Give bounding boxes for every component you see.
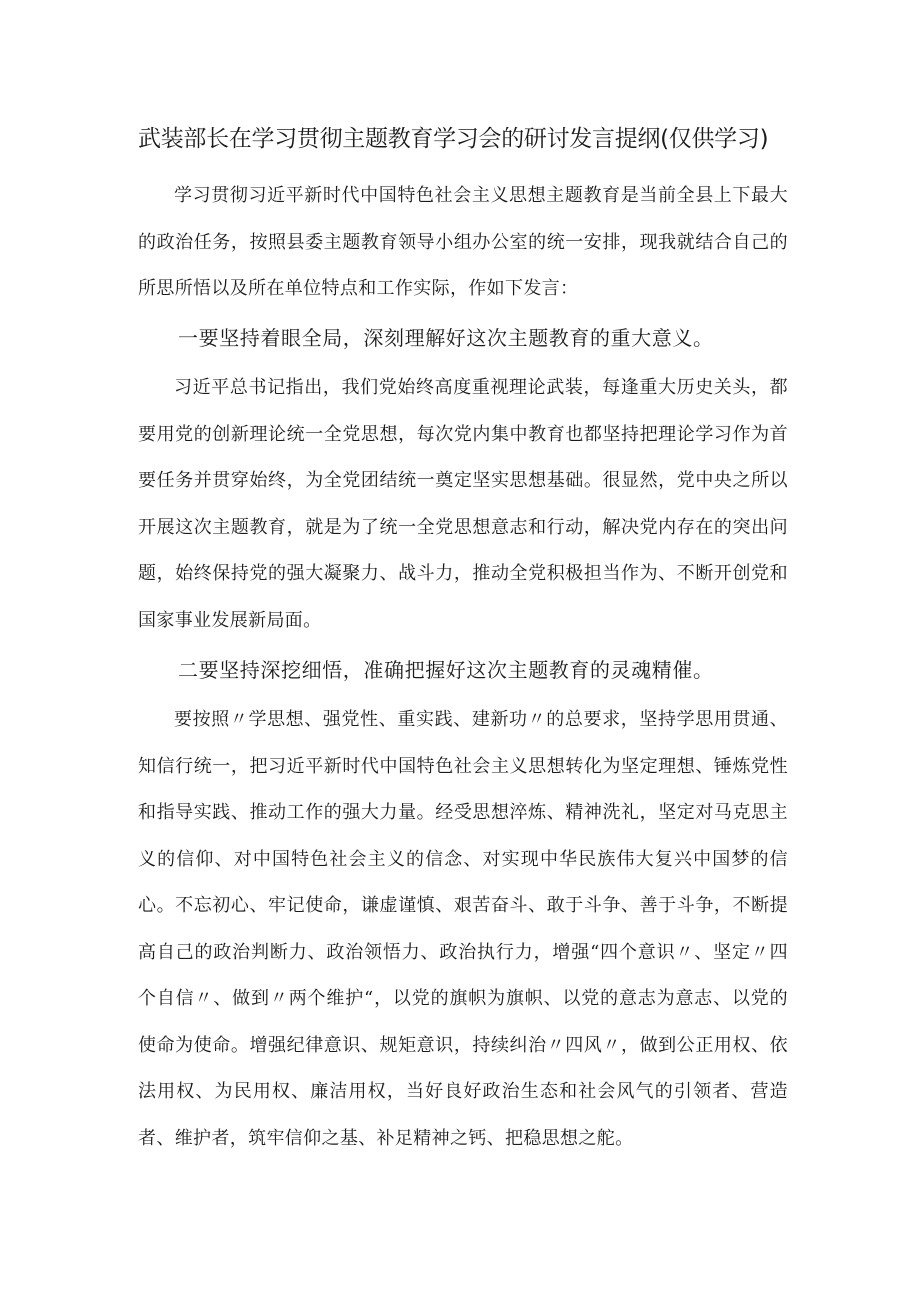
- intro-paragraph: 学习贯彻习近平新时代中国特色社会主义思想主题教育是当前全县上下最大的政治任务，按照县委主题教育领导小组办公室的统一安排，现我就结合自己的所思所悟以及所在单位特点和工作实际，作如下发言：: [138, 185, 788, 299]
- document-title: 武装部长在学习贯彻主题教育学习会的研讨发言提纲(仅供学习): [138, 126, 769, 152]
- section-1-body: 习近平总书记指出，我们党始终高度重视理论武装，每逢重大历史关头，都要用党的创新理论统一全党思想，每次党内集中教育也都坚持把理论学习作为首要任务并贯穿始终，为全党团结统一奠定坚实思想基础。很显然，党中央之所以开展这次主题教育，就是为了统一全党思想意志和行动，解决党内存在的突出问题，始终保持党的强大凝聚力、战斗力，推动全党积极担当作为、不断开创党和国家事业发展新局面。: [138, 377, 788, 631]
- section-1-heading: 一要坚持着眼全局，深刻理解好这次主题教育的重大意义。: [178, 326, 714, 350]
- section-2-body: 要按照〃学思想、强党性、重实践、建新功〃的总要求，坚持学思用贯通、知信行统一，把习近平新时代中国特色社会主义思想转化为坚定理想、锤炼党性和指导实践、推动工作的强大力量。经受思想淬炼、精神洗礼，坚定对马克思主义的信仰、对中国特色社会主义的信念、对实现中华民族伟大复兴中国梦的信心。不忘初心、牢记使命，谦虚谨慎、艰苦奋斗、敢于斗争、善于斗争，不断提高自己的政治判断力、政治领悟力、政治执行力，增强“四个意识〃、坚定〃四个自信〃、做到〃两个维护“，以党的旗帜为旗帜、以党的意志为意志、以党的使命为使命。增强纪律意识、规矩意识，持续纠治〃四风〃，做到公正用权、依法用权、为民用权、廉洁用权，当好良好政治生态和社会风气的引领者、营造者、维护者，筑牢信仰之基、补足精神之钙、把稳思想之舵。: [138, 709, 788, 1149]
- section-2-heading: 二要坚持深挖细悟，准确把握好这次主题教育的灵魂精催。: [178, 658, 714, 682]
